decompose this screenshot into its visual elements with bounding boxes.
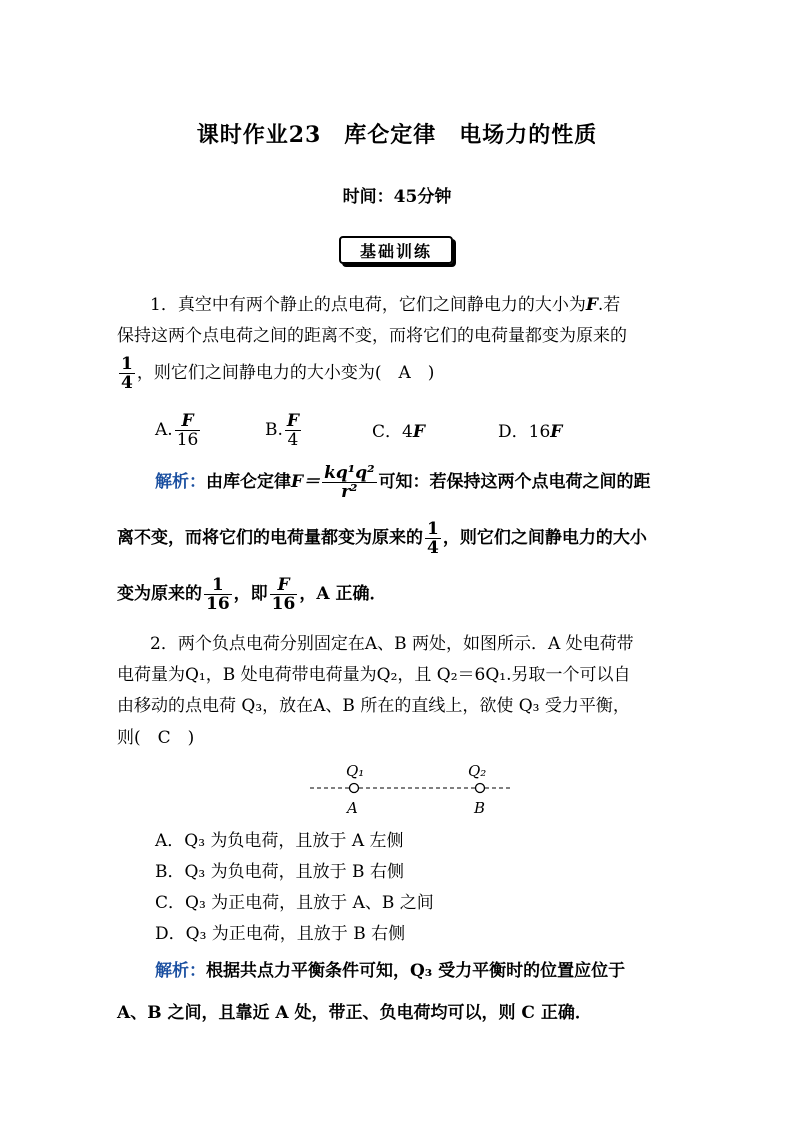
- q1-line2: 保持这两个点电荷之间的距离不变，而将它们的电荷量都变为原来的: [117, 326, 627, 346]
- q1-option-a: A. $\frac{F}{16}$: [155, 411, 199, 450]
- q1-option-d: D．16F: [498, 422, 563, 442]
- time-limit: 时间：45分钟: [342, 187, 452, 207]
- q2-line4: 则( C ): [117, 728, 195, 748]
- q2-option-b: B．Q₃ 为负电荷，且放于 B 右侧: [155, 862, 404, 882]
- q2-line1: 2．两个负点电荷分别固定在A、B 两处，如图所示．A 处电荷带: [150, 634, 634, 654]
- section-badge: 基础训练: [339, 236, 453, 264]
- label-b: B: [474, 799, 486, 817]
- charges-diagram: [310, 758, 520, 820]
- charge-b-circle: [476, 784, 485, 793]
- q2-option-d: D．Q₃ 为正电荷，且放于 B 右侧: [155, 924, 406, 944]
- q1-option-b: B. $\frac{F}{4}$: [265, 411, 299, 450]
- fraction: $\frac{1}{4}$: [121, 354, 133, 393]
- fraction: $\frac{F}{16}$: [271, 575, 296, 614]
- fraction: $\frac{F}{16}$: [176, 411, 199, 450]
- q2-line3: 由移动的点电荷 Q₃，放在A、B 所在的直线上，欲使 Q₃ 受力平衡，: [117, 696, 630, 716]
- q1-line1: 1．真空中有两个静止的点电荷，它们之间静电力的大小为F.若: [150, 295, 621, 315]
- label-a: A: [347, 799, 358, 817]
- q1-analysis-line1: 解析：由库仑定律F＝ $\frac{\text{kq¹q²}}{\text{r²}}$ 可知：若保持这两个点电荷之间的距: [155, 463, 651, 502]
- q1-line3: $\frac{1}{4}$ ，则它们之间静电力的大小变为( A ): [121, 354, 435, 393]
- page-title: 课时作业23 库仑定律 电场力的性质: [196, 122, 598, 148]
- q2-analysis-line2: A、B 之间，且靠近 A 处，带正、负电荷均可以，则 C 正确．: [117, 1003, 592, 1023]
- q1-option-c: C．4F: [372, 422, 425, 442]
- formula-fraction: $\frac{\text{kq¹q²}}{\text{r²}}$: [324, 463, 375, 502]
- q1-analysis-line3: 变为原来的 $\frac{1}{16}$ ，即 $\frac{F}{16}$ ，A 正确．: [117, 575, 387, 614]
- q2-option-a: A．Q₃ 为负电荷，且放于 A 左侧: [155, 831, 404, 851]
- fraction: $\frac{1}{4}$: [427, 519, 439, 558]
- q2-option-c: C．Q₃ 为正电荷，且放于 A、B 之间: [155, 893, 434, 913]
- label-q1: Q₁: [346, 762, 365, 780]
- label-q2: Q₂: [468, 762, 487, 780]
- q1-analysis-line2: 离不变，而将它们的电荷量都变为原来的 $\frac{1}{4}$ ，则它们之间静电力的大小: [117, 519, 647, 558]
- charge-a-circle: [350, 784, 359, 793]
- q2-line2: 电荷量为Q₁，B 处电荷带电荷量为Q₂，且 Q₂＝6Q₁.另取一个可以自: [117, 665, 631, 685]
- analysis-label: 解析：: [155, 961, 206, 981]
- fraction: $\frac{1}{16}$: [206, 575, 230, 614]
- q2-analysis-line1: 解析：根据共点力平衡条件可知，Q₃ 受力平衡时的位置应位于: [155, 961, 626, 981]
- fraction: $\frac{F}{4}$: [286, 411, 299, 450]
- analysis-label: 解析：: [155, 472, 206, 492]
